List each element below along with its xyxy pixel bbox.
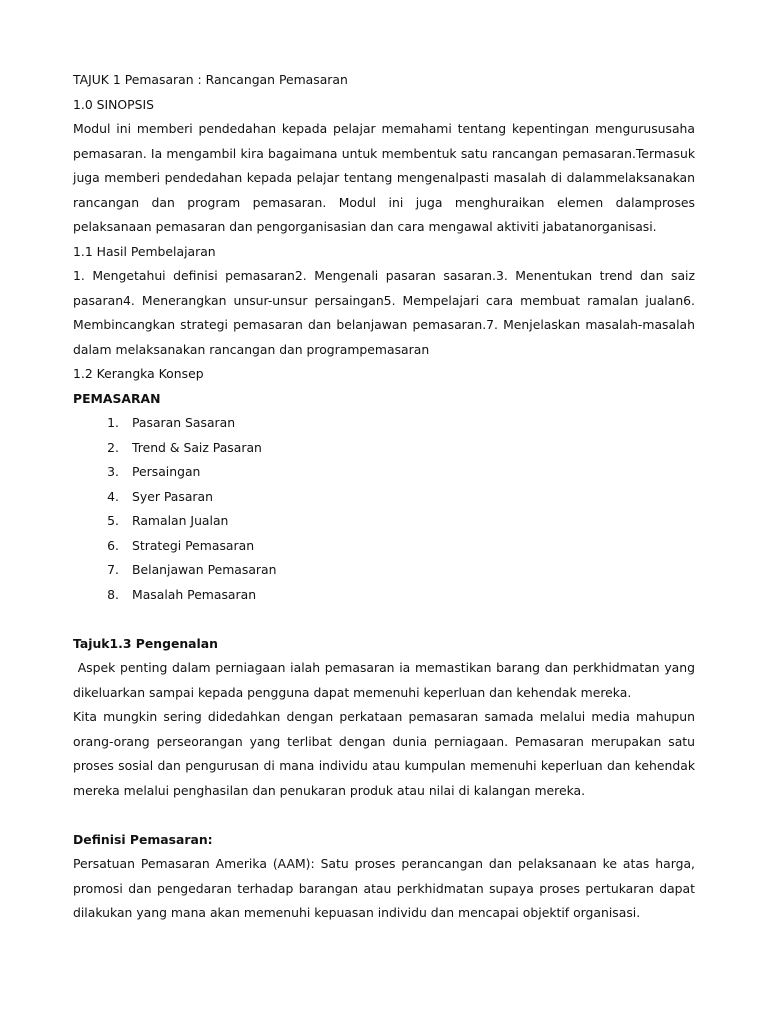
list-item-number: 4. xyxy=(107,488,119,504)
list-item-number: 1. xyxy=(107,415,119,430)
list-item-number: 2. xyxy=(107,439,119,455)
pengenalan-heading: Tajuk1.3 Pengenalan xyxy=(73,635,218,651)
list-item xyxy=(73,460,695,485)
kerangka-list xyxy=(73,411,695,607)
list-item xyxy=(73,485,695,510)
spacer xyxy=(73,607,695,632)
list-item-number: 8. xyxy=(107,586,119,602)
pengenalan-paragraph-1: Aspek penting dalam perniagaan ialah pemasaran ia memastikan barang dan perkhidmatan yang dikeluarkan sampai kepada pengguna dapat memenuhi keperluan dan kehendak mereka. xyxy=(73,660,699,700)
list-item-number: 6. xyxy=(107,537,119,553)
list-item-text: Masalah Pemasaran xyxy=(132,586,257,602)
list-item-number: 5. xyxy=(107,513,119,528)
sinopsis-heading: 1.0 SINOPSIS xyxy=(73,96,155,112)
list-item-text: Pasaran Sasaran xyxy=(132,415,236,430)
list-item xyxy=(73,436,695,461)
list-item-number: 3. xyxy=(107,464,119,479)
document-title: TAJUK 1 Pemasaran : Rancangan Pemasaran xyxy=(73,72,348,87)
hasil-pembelajaran-heading: 1.1 Hasil Pembelajaran xyxy=(73,243,216,259)
pemasaran-heading: PEMASARAN xyxy=(73,390,161,406)
list-item-text: Syer Pasaran xyxy=(132,488,213,504)
list-item-text: Persaingan xyxy=(132,464,201,479)
list-item xyxy=(73,558,695,583)
kerangka-konsep-heading: 1.2 Kerangka Konsep xyxy=(73,366,204,381)
pengenalan-paragraph-2: Kita mungkin sering didedahkan dengan perkataan pemasaran samada melalui media mahupun orang-orang perseorangan yang terlibat dengan dunia perniagaan. Pemasaran merupakan satu proses sosial dan pengurusan di mana individu atau kumpulan memenuhi keperluan dan kehendak mereka melalui penghasilan dan penukaran produk atau nilai di kalangan mereka. xyxy=(73,709,695,798)
list-item xyxy=(73,534,695,559)
sinopsis-paragraph: Modul ini memberi pendedahan kepada pelajar memahami tentang kepentingan mengurususaha pemasaran. Ia mengambil kira bagaimana untuk membentuk satu rancangan pemasaran.Termasuk juga memberi pendedahan kepada pelajar tentang mengenalpasti masalah di dalammelaksanakan rancangan dan program pemasaran. Modul ini juga menghuraikan elemen dalamproses pelaksanaan pemasaran dan pengorganisasian dan cara mengawal aktiviti jabatanorganisasi. xyxy=(73,121,695,234)
spacer xyxy=(73,803,695,828)
list-item-text: Ramalan Jualan xyxy=(132,513,229,528)
document-page xyxy=(73,68,699,926)
list-item xyxy=(73,411,695,436)
hasil-pembelajaran-paragraph: 1. Mengetahui definisi pemasaran2. Mengenali pasaran sasaran.3. Menentukan trend dan saiz pasaran4. Menerangkan unsur-unsur persaingan5. Mempelajari cara membuat ramalan jualan6. Membincangkan strategi pemasaran dan belanjawan pemasaran.7. Menjelaskan masalah-masalah dalam melaksanakan rancangan dan programpemasaran xyxy=(73,268,695,357)
list-item xyxy=(73,583,695,608)
definisi-paragraph: Persatuan Pemasaran Amerika (AAM): Satu proses perancangan dan pelaksanaan ke atas harga, promosi dan pengedaran terhadap barangan atau perkhidmatan supaya proses pertukaran dapat dilakukan yang mana akan memenuhi kepuasan individu dan mencapai objektif organisasi. xyxy=(73,856,695,920)
list-item-text: Strategi Pemasaran xyxy=(132,537,255,553)
list-item-text: Trend & Saiz Pasaran xyxy=(132,439,262,455)
list-item xyxy=(73,509,695,534)
definisi-heading: Definisi Pemasaran: xyxy=(73,831,213,847)
list-item-text: Belanjawan Pemasaran xyxy=(132,562,277,577)
list-item-number: 7. xyxy=(107,562,119,577)
